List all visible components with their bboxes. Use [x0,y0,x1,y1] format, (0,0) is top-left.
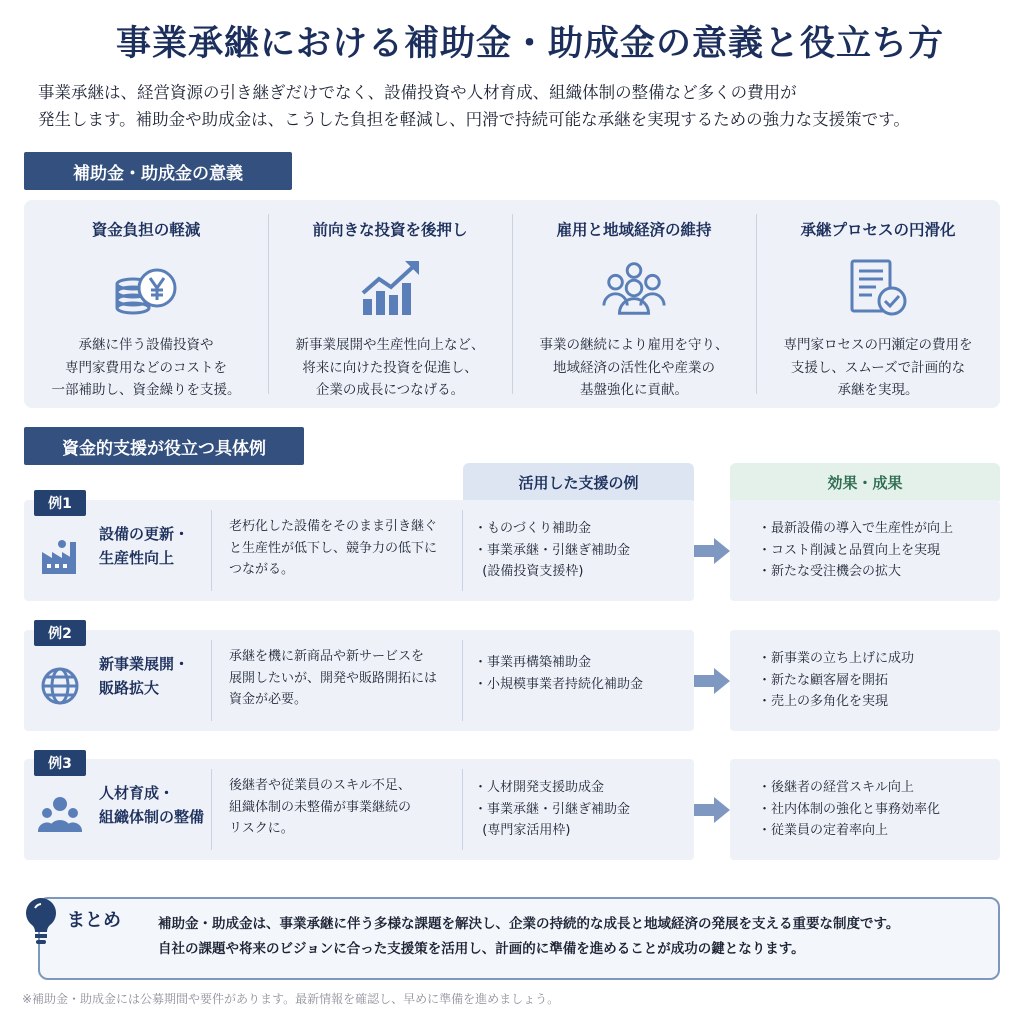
divider [211,769,212,850]
intro-line-1: 事業承継は、経営資源の引き継ぎだけでなく、設備投資や人材育成、組織体制の整備など多くの費用が [38,83,797,102]
significance-item-body: 承継に伴う設備投資や 専門家費用などのコストを 一部補助し、資金繰りを支援。 [51,337,241,398]
significance-section-tag: 補助金・助成金の意義 [24,152,292,190]
example-effect-list [758,777,940,842]
example-support-list [474,652,694,695]
example-description: 後継者や従業員のスキル不足、 組織体制の未整備が事業継続の リスクに。 [229,778,412,836]
example-row-1 [24,500,1000,601]
significance-item-body: 事業の継続により雇用を守り、 地域経済の活性化や産業の 基盤強化に貢献。 [539,337,729,398]
divider [462,640,463,721]
example-row-3 [24,759,1000,860]
effect-item: ・新たな受注機会の拡大 [758,564,902,579]
significance-item-title: 承継プロセスの円滑化 [800,221,956,239]
example-label: 例3 [34,750,86,776]
people-group-icon [600,258,668,318]
intro-text [38,79,998,133]
significance-item-investment [268,200,512,408]
example-effect-list [758,648,914,713]
effect-item: ・新たな顧客層を開拓 [758,672,889,688]
significance-item-body: 専門家ロセスの円瀬定の費用を 支援し、スムーズで計画的な 承継を実現。 [783,337,973,398]
significance-item-title: 資金負担の軽減 [91,221,201,239]
significance-item-cost [24,200,268,408]
growth-chart-icon [356,258,424,318]
support-item: ・事業承継・引継ぎ補助金 [474,801,631,817]
effect-item: ・最新設備の導入で生産性が向上 [758,521,954,536]
summary-line-2: 自社の課題や将来のビジョンに合った支援策を活用し、計画的に準備を進めることが成功の鍵となります。 [158,941,805,957]
example-title: 人材育成・ 組織体制の整備 [99,784,205,826]
summary-title: まとめ [67,910,121,931]
example-label: 例1 [34,490,86,516]
effect-item: ・コスト削減と品質向上を実現 [758,542,941,558]
factory-icon [38,534,82,578]
example-description: 承継を機に新商品や新サービスを 展開したいが、開発や販路開拓には 資金が必要。 [229,649,438,707]
page-title: 事業承継における補助金・助成金の意義と役立ち方 [115,24,944,64]
support-item: ・ものづくり補助金 [474,521,592,536]
divider [211,640,212,721]
significance-item-title: 前向きな投資を後押し [312,221,468,239]
example-card [24,759,694,860]
arrow-right-icon [692,666,732,696]
divider [211,510,212,591]
example-card [24,630,694,731]
example-support-list [474,518,694,583]
support-item: (専門家活用枠) [474,823,571,838]
example-effect-card [730,500,1000,601]
effect-item: ・社内体制の強化と事務効率化 [758,801,941,817]
significance-item-process [756,200,1000,408]
footnote: ※補助金・助成金には公募期間や要件があります。最新情報を確認し、早めに準備を進めましょう。 [22,992,560,1006]
coins-yen-icon [112,258,180,318]
example-row-2 [24,630,1000,731]
divider [462,769,463,850]
divider [462,510,463,591]
example-title: 設備の更新・ 生産性向上 [99,525,190,567]
arrow-right-icon [692,536,732,566]
support-item: ・事業承継・引継ぎ補助金 [474,542,631,558]
effect-item: ・後継者の経営スキル向上 [758,780,914,795]
people-icon [38,793,82,837]
effect-column-header: 効果・成果 [730,463,1000,501]
support-column-header: 活用した支援の例 [463,463,694,501]
example-description: 老朽化した設備をそのまま引き継ぐ と生産性が低下し、競争力の低下に つながる。 [229,519,438,577]
significance-item-title: 雇用と地域経済の維持 [556,221,712,239]
example-title: 新事業展開・ 販路拡大 [99,655,190,697]
support-item: (設備投資支援枠) [474,564,584,579]
support-item: ・小規模事業者持続化補助金 [474,676,644,692]
document-check-icon [844,258,912,318]
example-effect-list [758,518,953,583]
significance-panel [24,200,1000,408]
effect-item: ・売上の多角化を実現 [758,694,889,709]
effect-item: ・新事業の立ち上げに成功 [758,651,915,666]
support-item: ・人材開発支援助成金 [474,780,605,795]
example-effect-card [730,759,1000,860]
summary-text [158,912,994,962]
example-label: 例2 [34,620,86,646]
significance-item-employment [512,200,756,408]
support-item: ・事業再構築補助金 [474,655,592,670]
example-effect-card [730,630,1000,731]
example-support-list [474,777,694,842]
examples-section-tag: 資金的支援が役立つ具体例 [24,427,304,465]
globe-icon [38,664,82,708]
effect-item: ・従業員の定着率向上 [758,823,889,838]
significance-item-body: 新事業展開や生産性向上など、 将来に向けた投資を促進し、 企業の成長につなげる。 [295,337,485,398]
summary-line-1: 補助金・助成金は、事業承継に伴う多様な課題を解決し、企業の持続的な成長と地域経済の発展を支える重要な制度です。 [158,916,900,932]
lightbulb-icon [24,896,58,946]
example-card [24,500,694,601]
arrow-right-icon [692,795,732,825]
intro-line-2: 発生します。補助金や助成金は、こうした負担を軽減し、円滑で持続可能な承継を実現するための強力な支援策です。 [38,110,910,129]
